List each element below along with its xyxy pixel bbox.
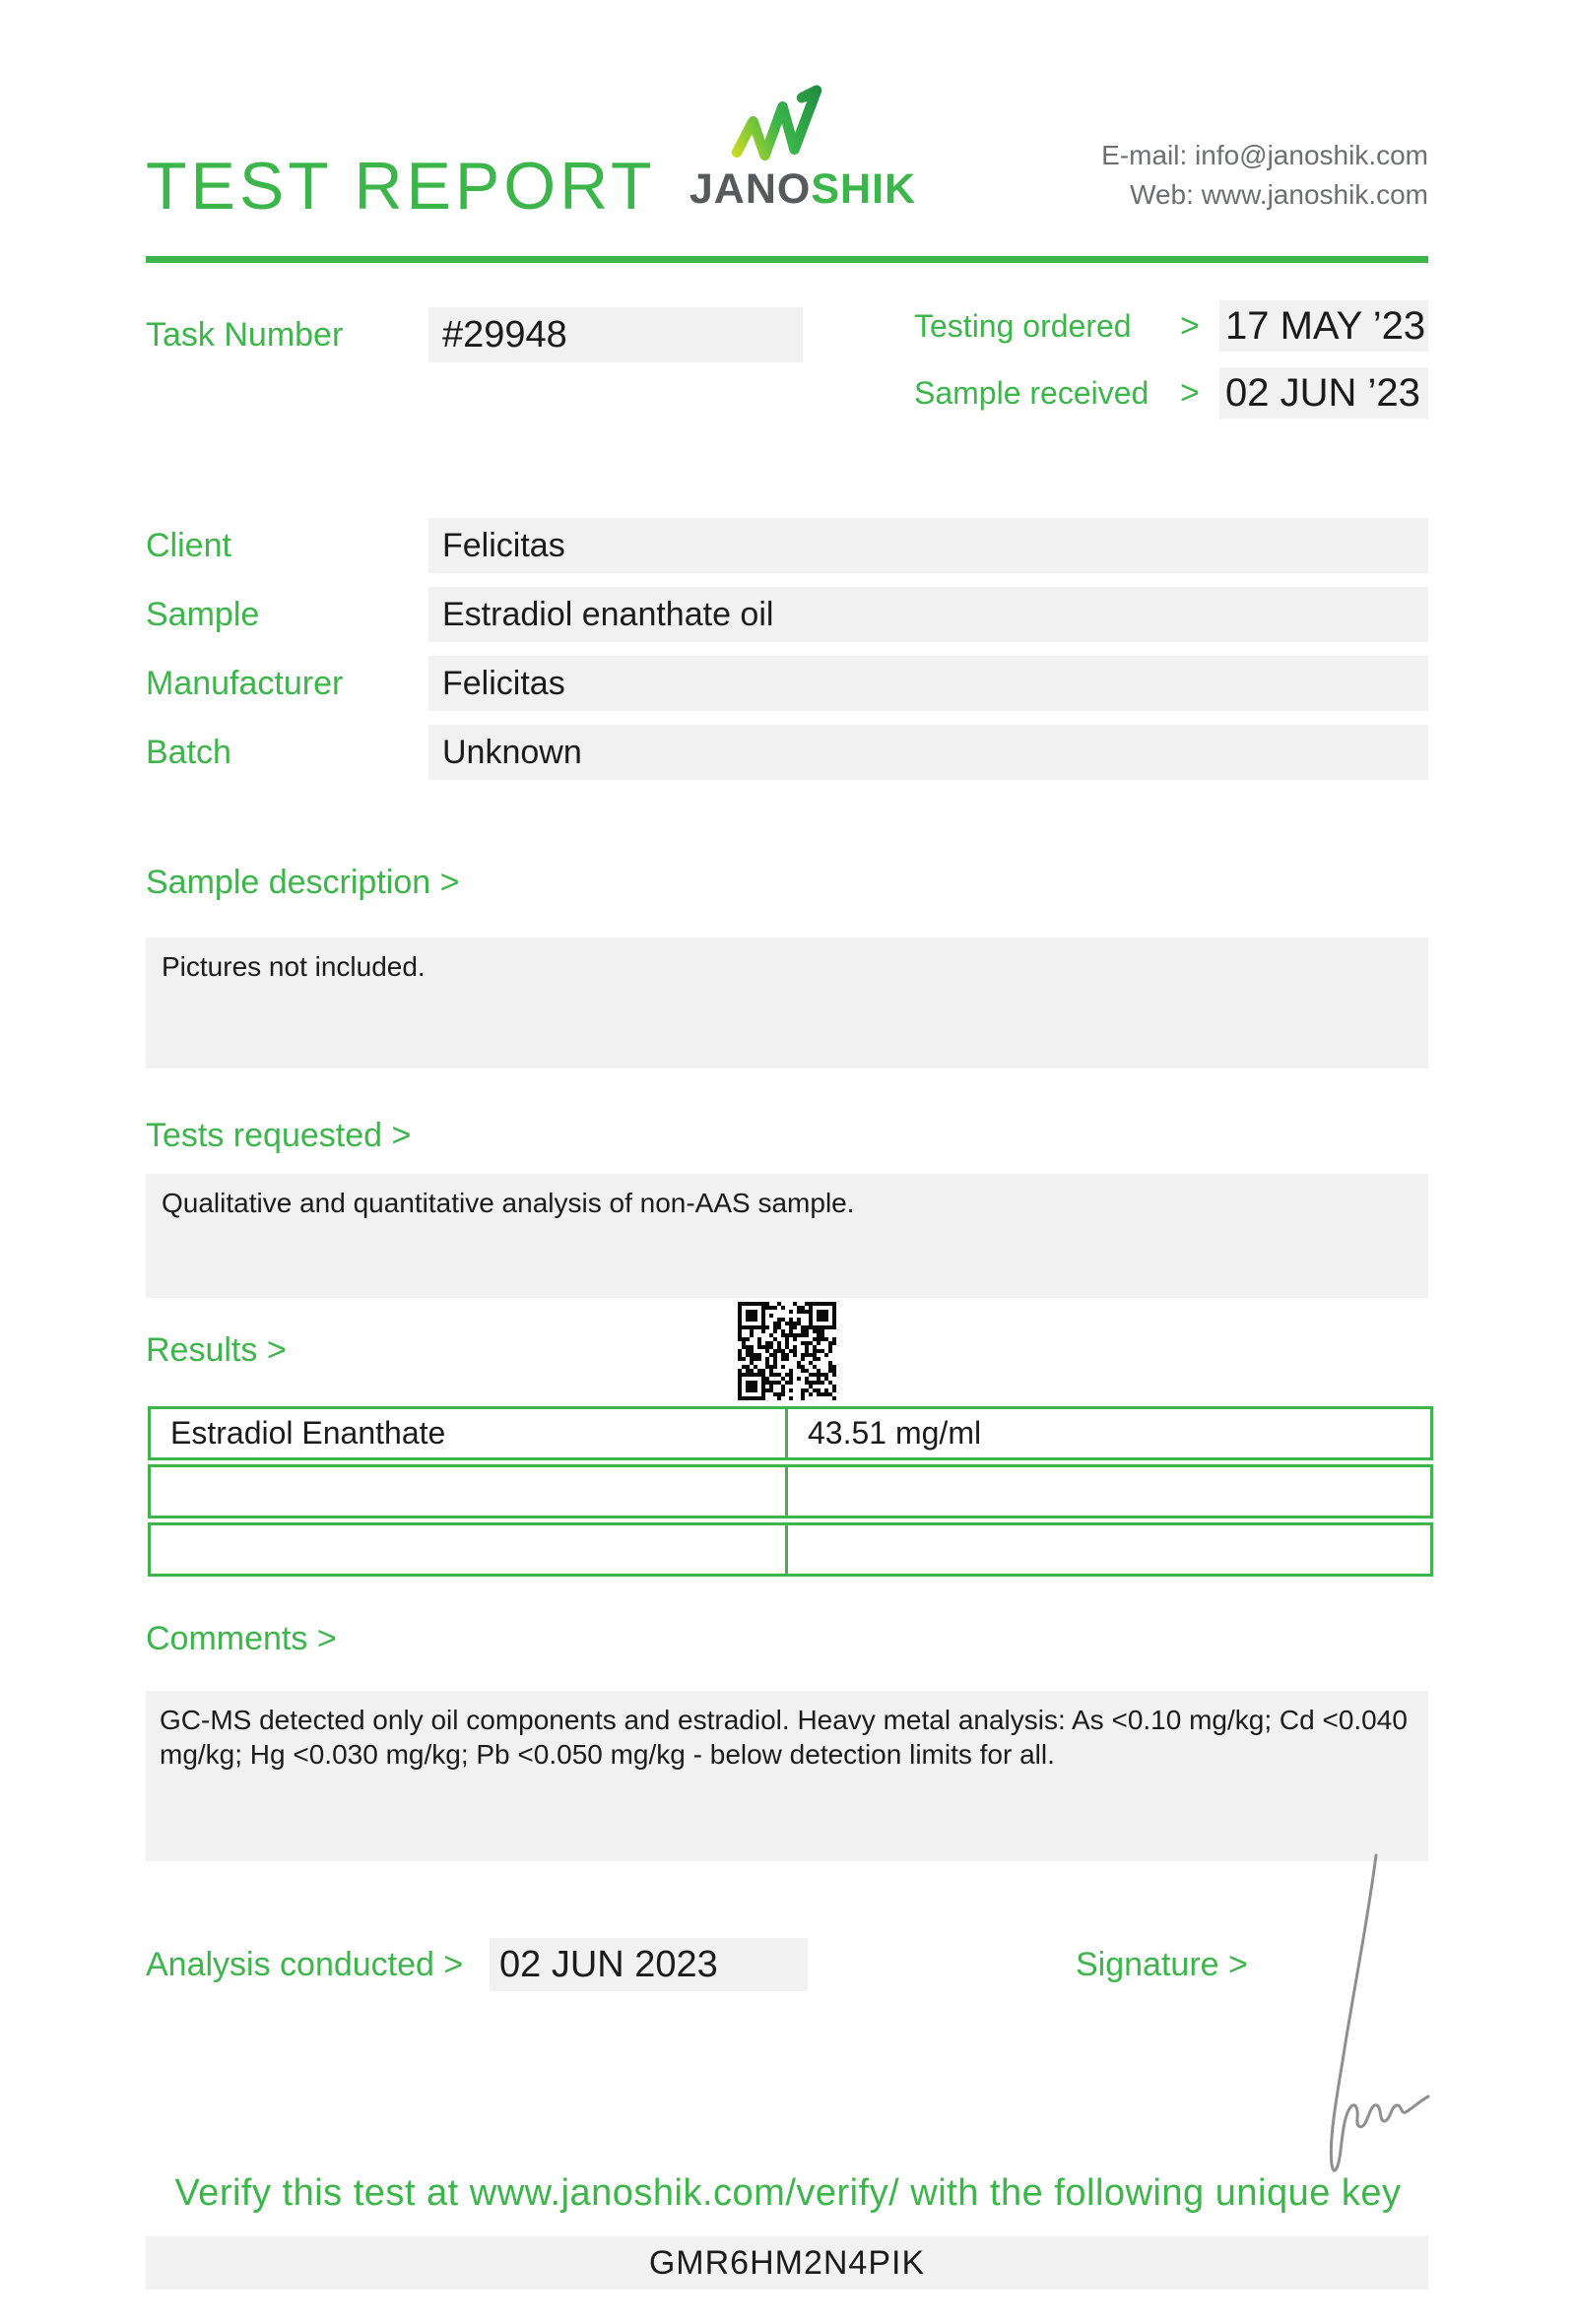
table-row xyxy=(148,1406,1433,1460)
analysis-date-field xyxy=(490,1938,808,1991)
analysis-date-value: 02 JUN 2023 xyxy=(499,1944,718,1985)
page-title: TEST REPORT xyxy=(146,149,656,224)
sample-description-box xyxy=(146,937,1428,1068)
batch-label: Batch xyxy=(146,734,231,771)
testing-ordered-field xyxy=(1219,300,1428,352)
sample-received-label: Sample received xyxy=(914,375,1149,411)
task-number-label: Task Number xyxy=(146,316,344,354)
web-line: Web: www.janoshik.com xyxy=(1130,179,1428,210)
client-label: Client xyxy=(146,527,231,564)
info-row-client xyxy=(146,518,1428,573)
tests-requested-text: Qualitative and quantitative analysis of non-AAS sample. xyxy=(162,1188,855,1218)
sample-label: Sample xyxy=(146,596,260,633)
testing-ordered-label: Testing ordered xyxy=(914,308,1132,344)
task-number-value: #29948 xyxy=(442,314,567,355)
contact-block xyxy=(1101,136,1428,215)
handwritten-signature xyxy=(1276,1849,1433,2189)
result-analyte-cell xyxy=(151,1525,788,1574)
result-value-cell: 43.51 mg/ml xyxy=(808,1415,982,1451)
verify-instruction: Verify this test at www.janoshik.com/verify/ with the following unique key xyxy=(174,2172,1402,2214)
info-row-manufacturer xyxy=(146,656,1428,711)
info-row-batch xyxy=(146,725,1428,780)
qr-code xyxy=(738,1302,836,1400)
analysis-conducted-label: Analysis conducted > xyxy=(146,1946,464,1983)
result-analyte-cell: Estradiol Enanthate xyxy=(151,1409,788,1457)
sample-value: Estradiol enanthate oil xyxy=(428,587,1428,642)
comments-box xyxy=(146,1691,1428,1861)
logo-jano: JANO xyxy=(689,165,812,213)
email-line: E-mail: info@janoshik.com xyxy=(1101,140,1428,170)
unique-key-field xyxy=(146,2236,1428,2290)
comments-heading: Comments > xyxy=(146,1620,337,1657)
testing-ordered-arrow-icon: > xyxy=(1180,307,1200,345)
task-number-field xyxy=(428,307,803,362)
batch-value: Unknown xyxy=(428,725,1428,780)
result-value-cell xyxy=(788,1525,1430,1574)
table-row xyxy=(148,1464,1433,1518)
header-divider xyxy=(146,256,1428,263)
table-row xyxy=(148,1522,1433,1577)
sample-description-text: Pictures not included. xyxy=(162,951,426,982)
sample-received-field xyxy=(1219,367,1428,419)
signature-label: Signature > xyxy=(1076,1946,1248,1983)
sample-received-value: 02 JUN ’23 xyxy=(1225,371,1420,415)
manufacturer-value: Felicitas xyxy=(428,656,1428,711)
results-table xyxy=(148,1406,1433,1581)
result-analyte-cell xyxy=(151,1467,788,1516)
results-heading: Results > xyxy=(146,1331,287,1369)
testing-ordered-value: 17 MAY ’23 xyxy=(1225,304,1426,348)
sample-description-heading: Sample description > xyxy=(146,864,460,901)
janoshik-logo-wordmark xyxy=(683,165,923,214)
client-value: Felicitas xyxy=(428,518,1428,573)
sample-received-arrow-icon: > xyxy=(1180,374,1200,412)
manufacturer-label: Manufacturer xyxy=(146,665,344,702)
janoshik-chart-logo-icon xyxy=(731,83,879,161)
tests-requested-box xyxy=(146,1174,1428,1298)
unique-key-value: GMR6HM2N4PIK xyxy=(648,2244,926,2282)
logo-shik: SHIK xyxy=(811,165,917,213)
result-value-cell xyxy=(788,1467,1430,1516)
tests-requested-heading: Tests requested > xyxy=(146,1117,412,1154)
info-row-sample xyxy=(146,587,1428,642)
sample-info-list xyxy=(146,518,1428,794)
comments-text: GC-MS detected only oil components and estradiol. Heavy metal analysis: As <0.10 mg/kg; Cd <0.040 mg/kg; Hg <0.030 mg/kg; Pb <0.050 mg/kg - below detection limits for all. xyxy=(160,1705,1408,1770)
